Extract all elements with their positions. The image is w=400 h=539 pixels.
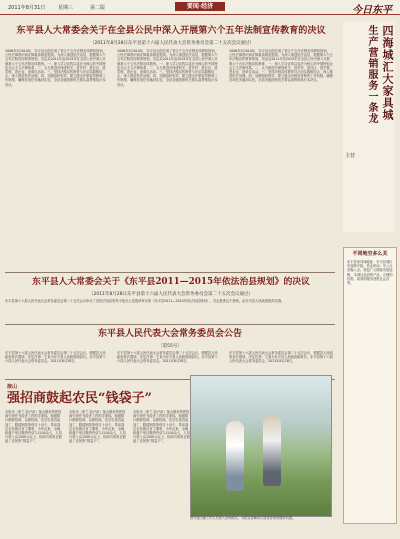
article4-kicker: 接山 [7, 384, 18, 390]
article4-body-col2: 本报讯（张兰 曲兴泉）接山镇坚持把招商引资作为经济工作的生命线，积极推行精准招商、以商招商，先后引进食品加工、服装制造等项目十余个，带动周边农民就近务工增收。今年以来，全镇新落户项目吸纳劳动力1200余人，人均月收入达1500元以上，招商引资真正鼓起了农民的“钱袋子”。 [69, 410, 126, 444]
sidebar-headline-a: 四海城汇大家具城 [381, 25, 394, 121]
article-photo [190, 375, 332, 517]
article3-number: 〔第55号〕 [158, 344, 182, 349]
article3-body-col2: 东平县第十六届人民代表大会常务委员会第二十五次会议，根据县人民政府县长提请，决定任命：王某为东平县人民政府副县长。东平县第十六届人民代表大会常务委员会，2011年8月28日。 [117, 351, 218, 364]
notice-body: 东平县家具城地址：东平县城区东原路中段。营业时间：早八点至晚八点。欢迎广大顾客光临选购，本城以优质的产品、合理的价格、周到的服务回报社会各界。 [347, 260, 393, 286]
masthead-date: 2011年8月31日 [8, 5, 46, 11]
notice-title: 不同地空多么关 [352, 251, 388, 257]
photo-caption: 图为接山镇工作人员深入田间地头，为群众讲解项目建设带来的增收机遇。 [190, 516, 296, 520]
sidebar-notice [343, 247, 397, 524]
divider-1 [5, 272, 335, 273]
article1-body-col3: 2006年至2010年，东平县全面完成了第五个五年法制宣传教育规划，公民法律意识和法律素质明显提高。为深入推进依法治县，根据第六个五年法制宣传教育规划，决定从2011年至2015年在全县公民中深入开展第六个五年法制宣传教育。一、深入学习宣传以宪法为核心的中国特色社会主义法律体系。二、大力推进法律进机关、进乡村、进社区、进学校、进企业、进单位活动。三、坚持法制宣传教育与法治实践相结合，深入推进依法治理。四、加强组织领导，建立健全法制宣传教育工作机制，确保各项任务落到实处。全县各级国家机关要认真贯彻执行本决议。 [229, 49, 333, 83]
masthead-weekday: 星期三 [58, 5, 74, 11]
article2-subtitle: （2011年8月28日东平县第十六届人民代表大会常务委员会第二十五次会议通过） [88, 292, 254, 297]
newspaper-logo: 今日东平 [352, 5, 392, 16]
section-tag: 要闻·经济 [175, 2, 225, 11]
masthead-page: 第二版 [90, 5, 106, 11]
person-left [226, 421, 244, 491]
article2-title: 东平县人大常委会关于《东平县2011—2015年依法治县规划》的决议 [32, 277, 310, 287]
article4-title: 强招商鼓起农民“钱袋子” [7, 391, 152, 406]
article1-body-col1: 2006年至2010年，东平县全面完成了第五个五年法制宣传教育规划，公民法律意识和法律素质明显提高。为深入推进依法治县，根据第六个五年法制宣传教育规划，决定从2011年至2015年在全县公民中深入开展第六个五年法制宣传教育。一、深入学习宣传以宪法为核心的中国特色社会主义法律体系。二、大力推进法律进机关、进乡村、进社区、进学校、进企业、进单位活动。三、坚持法制宣传教育与法治实践相结合，深入推进依法治理。四、加强组织领导，建立健全法制宣传教育工作机制，确保各项任务落到实处。全县各级国家机关要认真贯彻执行本决议。 [5, 49, 106, 87]
article1-body-col2: 2006年至2010年，东平县全面完成了第五个五年法制宣传教育规划，公民法律意识和法律素质明显提高。为深入推进依法治县，根据第六个五年法制宣传教育规划，决定从2011年至2015年在全县公民中深入开展第六个五年法制宣传教育。一、深入学习宣传以宪法为核心的中国特色社会主义法律体系。二、大力推进法律进机关、进乡村、进社区、进学校、进企业、进单位活动。三、坚持法制宣传教育与法治实践相结合，深入推进依法治理。四、加强组织领导，建立健全法制宣传教育工作机制，确保各项任务落到实处。全县各级国家机关要认真贯彻执行本决议。 [117, 49, 218, 87]
divider-2 [5, 324, 335, 325]
sidebar-ad [343, 22, 395, 232]
article3-title: 东平县人民代表大会常务委员会公告 [97, 329, 242, 339]
article4-body-col3: 本报讯（张兰 曲兴泉）接山镇坚持把招商引资作为经济工作的生命线，积极推行精准招商、以商招商，先后引进食品加工、服装制造等项目十余个，带动周边农民就近务工增收。今年以来，全镇新落户项目吸纳劳动力1200余人，人均月收入达1500元以上，招商引资真正鼓起了农民的“钱袋子”。 [133, 410, 190, 444]
article1-title: 东平县人大常委会关于在全县公民中深入开展第六个五年法制宣传教育的决议 [16, 25, 326, 36]
sidebar-host-label: 主营 [345, 153, 356, 159]
article4-body-col1: 本报讯（张兰 曲兴泉）接山镇坚持把招商引资作为经济工作的生命线，积极推行精准招商、以商招商，先后引进食品加工、服装制造等项目十余个，带动周边农民就近务工增收。今年以来，全镇新落户项目吸纳劳动力1200余人，人均月收入达1500元以上，招商引资真正鼓起了农民的“钱袋子”。 [5, 410, 62, 444]
article3-body-col1: 东平县第十六届人民代表大会常务委员会第二十五次会议，根据县人民政府县长提请，决定任命：王某为东平县人民政府副县长。东平县第十六届人民代表大会常务委员会，2011年8月28日。 [5, 351, 106, 364]
article1-subtitle: （2011年8月28日东平县第十六届人民代表大会常务委员会第二十五次会议通过） [89, 41, 255, 46]
person-right [263, 416, 281, 486]
article3-body-col3: 东平县第十六届人民代表大会常务委员会第二十五次会议，根据县人民政府县长提请，决定任命：王某为东平县人民政府副县长。东平县第十六届人民代表大会常务委员会，2011年8月28日。 [229, 351, 333, 364]
article2-body: 东平县第十六届人民代表大会常务委员会第二十五次会议审议了县依法治县领导小组办公室提请审议的《东平县2011—2015年依法治县规划》，决定批准这个规划，由东平县人民政府组织实施。 [5, 299, 285, 303]
sidebar-headline-b: 生产营销服务一条龙 [366, 25, 377, 124]
